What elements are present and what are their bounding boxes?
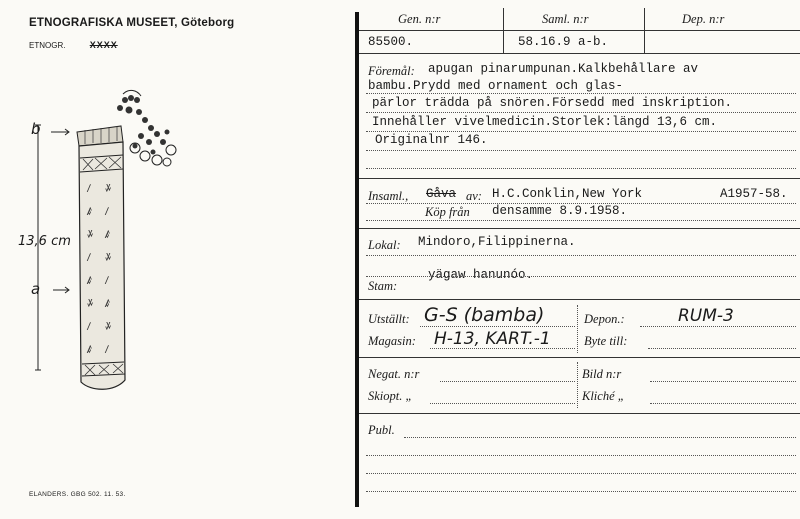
museum-city: Göteborg bbox=[181, 17, 235, 29]
bild-nr-label: Bild n:r bbox=[582, 367, 622, 381]
magasin-value: H-13, KART.-1 bbox=[434, 329, 551, 349]
printer-imprint: ELANDERS. GBG 502. 11. 53. bbox=[29, 491, 126, 498]
lokal-value: Mindoro,Filippinerna. bbox=[418, 235, 576, 249]
rule bbox=[366, 455, 796, 456]
publ-label: Publ. bbox=[368, 423, 395, 437]
saml-nr-value: 58.16.9 a-b. bbox=[518, 35, 609, 49]
kop-label: Köp från bbox=[425, 205, 470, 219]
stam-value: yägaw hanunóo. bbox=[428, 268, 534, 282]
foremal-line-2: bambu.Prydd med ornament och glas- bbox=[368, 79, 624, 93]
rule bbox=[366, 168, 796, 169]
number-row-rule bbox=[359, 30, 800, 31]
rule bbox=[577, 305, 578, 353]
drawing-label-b: b bbox=[31, 120, 41, 138]
svg-text:ꤷ: ꤷ bbox=[105, 205, 109, 218]
lokal-section-rule bbox=[359, 299, 800, 300]
museum-name: ETNOGRAFISKA MUSEET, bbox=[29, 17, 178, 29]
number-col-divider-2 bbox=[644, 8, 645, 53]
svg-text:ꤹ: ꤹ bbox=[87, 343, 93, 356]
rule bbox=[366, 203, 796, 204]
svg-text:ꤸ: ꤸ bbox=[105, 320, 112, 333]
svg-text:ꤸ: ꤸ bbox=[105, 182, 112, 195]
rule bbox=[577, 362, 578, 408]
museum-header bbox=[29, 17, 234, 29]
negat-section-rule bbox=[359, 413, 800, 414]
foremal-line-3: pärlor trädda på snören.Försedd med inskription. bbox=[372, 96, 733, 110]
stam-label: Stam: bbox=[368, 279, 398, 293]
kliche-label: Kliché „ bbox=[582, 389, 625, 403]
gen-nr-label: Gen. n:r bbox=[398, 12, 441, 26]
svg-text:ꤸ: ꤸ bbox=[87, 228, 94, 241]
rule bbox=[366, 150, 796, 151]
magasin-label: Magasin: bbox=[368, 334, 416, 348]
dep-nr-label: Dep. n:r bbox=[682, 12, 725, 26]
saml-nr-label: Saml. n:r bbox=[542, 12, 589, 26]
struck-text: XXXX bbox=[89, 40, 118, 50]
svg-text:ꤷ: ꤷ bbox=[87, 320, 91, 333]
rule bbox=[366, 255, 796, 256]
svg-text:ꤹ: ꤹ bbox=[87, 274, 93, 287]
svg-text:ꤷ: ꤷ bbox=[105, 343, 109, 356]
insaml-year: A1957-58. bbox=[720, 187, 788, 201]
rule bbox=[366, 131, 796, 132]
rule bbox=[366, 276, 796, 277]
rule bbox=[648, 348, 796, 349]
insaml-label: Insaml., bbox=[368, 189, 409, 203]
byte-till-label: Byte till: bbox=[584, 334, 628, 348]
number-col-divider-1 bbox=[503, 8, 504, 53]
depon-value: RUM-3 bbox=[678, 306, 734, 326]
svg-text:ꤷ: ꤷ bbox=[105, 274, 109, 287]
svg-text:ꤹ: ꤹ bbox=[105, 228, 111, 241]
utstallt-value: G-S (bamba) bbox=[424, 304, 545, 326]
svg-text:ꤹ: ꤹ bbox=[105, 297, 111, 310]
sub-label: ETNOGR. bbox=[29, 41, 66, 50]
drawing-label-a: a bbox=[31, 280, 41, 298]
insaml-section-rule bbox=[359, 228, 800, 229]
rule bbox=[366, 93, 796, 94]
rule bbox=[366, 473, 796, 474]
negat-nr-label: Negat. n:r bbox=[368, 367, 420, 381]
skiopt-label: Skiopt. „ bbox=[368, 389, 413, 403]
insaml-value: H.C.Conklin,New York bbox=[492, 187, 643, 201]
rule bbox=[430, 348, 575, 349]
magasin-section-rule bbox=[359, 357, 800, 358]
svg-text:ꤹ: ꤹ bbox=[87, 205, 93, 218]
card-divider bbox=[355, 12, 359, 507]
foremal-line-1: apugan pinarumpunan.Kalkbehållare av bbox=[428, 62, 699, 76]
gen-nr-value: 85500. bbox=[368, 35, 414, 49]
svg-text:ꤷ: ꤷ bbox=[87, 251, 91, 264]
ethnography-sublabel bbox=[29, 40, 118, 50]
rule bbox=[366, 491, 796, 492]
utstallt-label: Utställt: bbox=[368, 312, 410, 326]
foremal-label: Föremål: bbox=[368, 64, 415, 78]
insaml-av-label: av: bbox=[466, 189, 482, 203]
rule bbox=[650, 381, 796, 382]
foremal-section-rule bbox=[359, 178, 800, 179]
rule bbox=[440, 381, 575, 382]
number-row-bottom-rule bbox=[359, 53, 800, 54]
rule bbox=[650, 403, 796, 404]
rule bbox=[366, 220, 796, 221]
drawing-label-size: 13,6 cm bbox=[18, 234, 71, 249]
svg-text:ꤸ: ꤸ bbox=[87, 297, 94, 310]
lokal-label: Lokal: bbox=[368, 238, 401, 252]
rule bbox=[640, 326, 796, 327]
kop-value: densamme 8.9.1958. bbox=[492, 204, 628, 218]
svg-text:ꤷ: ꤷ bbox=[87, 182, 91, 195]
rule bbox=[404, 437, 796, 438]
rule bbox=[430, 403, 575, 404]
depon-label: Depon.: bbox=[584, 312, 625, 326]
svg-text:ꤸ: ꤸ bbox=[105, 251, 112, 264]
insaml-struck: Gåva bbox=[426, 187, 457, 201]
foremal-line-5: Originalnr 146. bbox=[375, 133, 488, 147]
rule bbox=[420, 326, 575, 327]
rule bbox=[366, 112, 796, 113]
foremal-line-4: Innehåller vivelmedicin.Storlek:längd 13,6 cm. bbox=[372, 115, 718, 129]
